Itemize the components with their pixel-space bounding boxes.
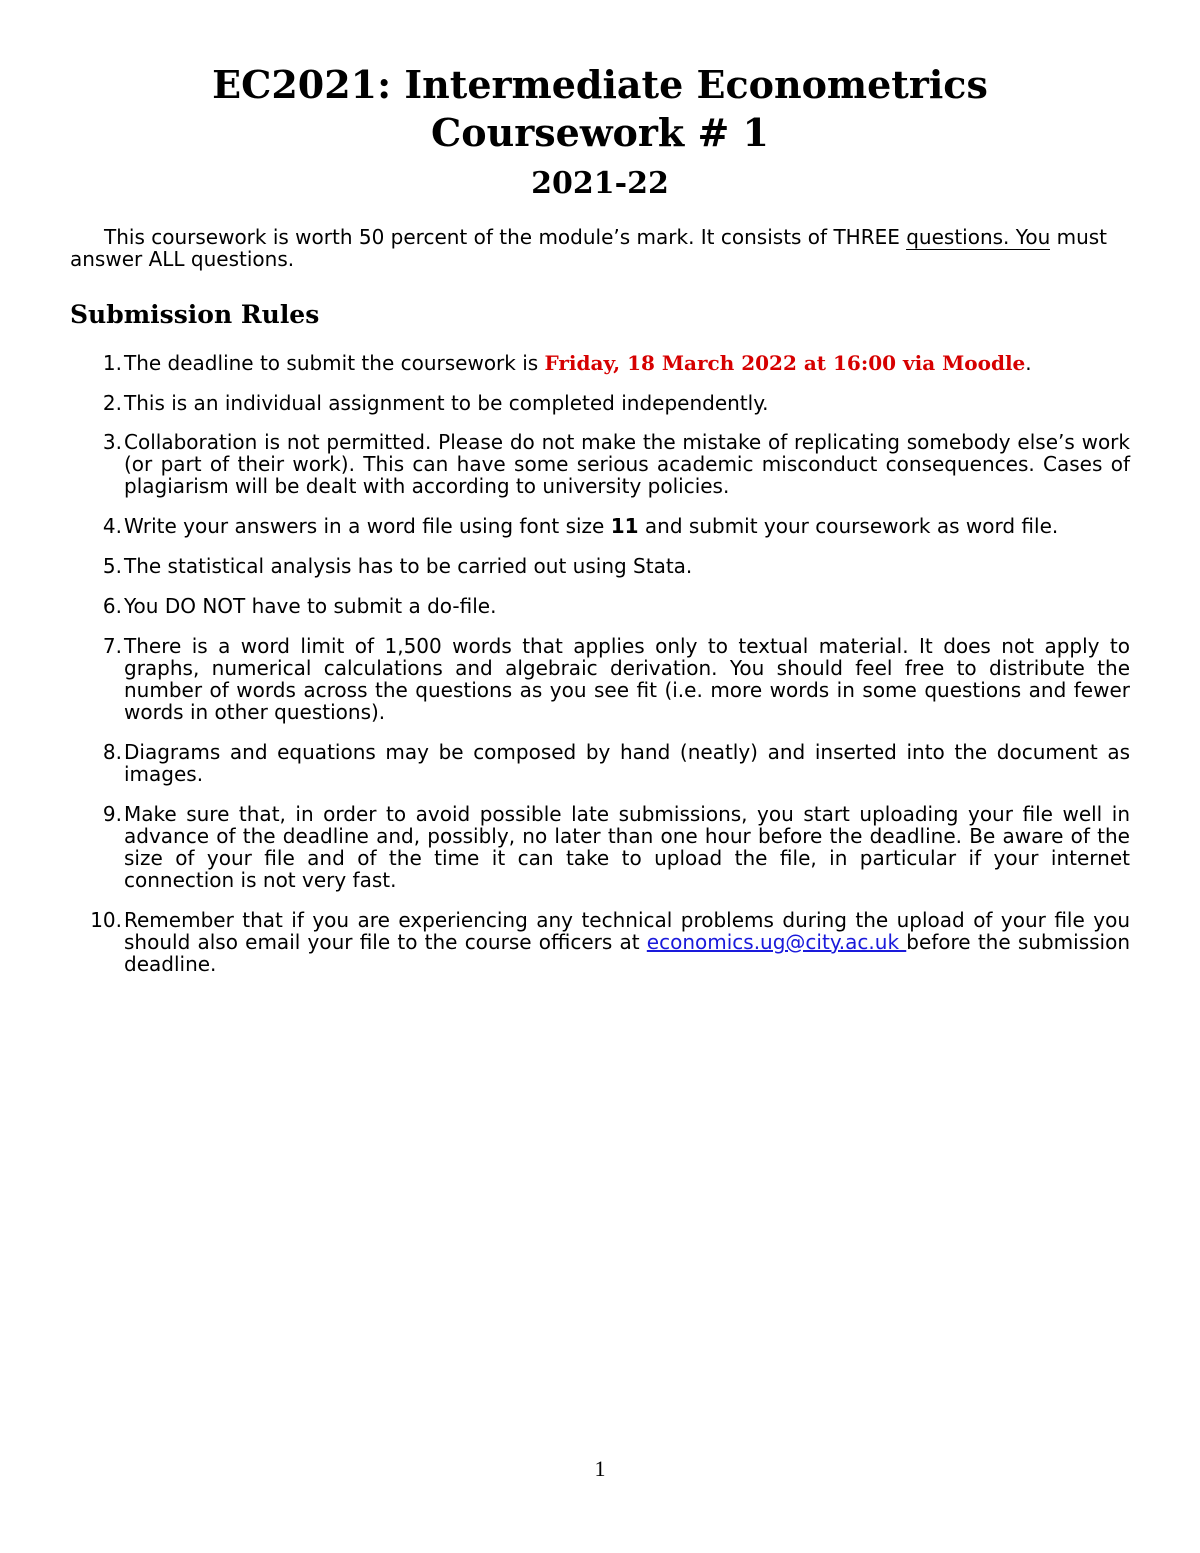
rule-text: Remember that if you are experiencing any technical problems during the upload of your file you should also email your file to the course officers at — [124, 908, 1130, 954]
rules-list — [70, 352, 1130, 975]
intro-paragraph — [70, 226, 1130, 270]
rule-item — [70, 515, 1130, 537]
intro-underlined-text: questions. You — [906, 225, 1051, 249]
rule-item — [70, 431, 1130, 497]
email-link[interactable]: economics.ug@city.ac.uk — [646, 930, 907, 954]
page-number: 1 — [594, 1456, 606, 1481]
rule-number: 6. — [102, 594, 122, 618]
font-size-value: 11 — [610, 514, 639, 538]
rule-text: You DO NOT have to submit a do-file. — [124, 594, 497, 618]
rule-text: Write your answers in a word file using font size — [124, 514, 611, 538]
rule-text: This is an individual assignment to be completed independently. — [124, 391, 769, 415]
section-heading: Submission Rules — [70, 300, 320, 329]
rule-number: 4. — [102, 514, 122, 538]
rule-item — [70, 803, 1130, 891]
rule-text: Make sure that, in order to avoid possible late submissions, you start uploading your file well in advance of the deadline and, possibly, no later than one hour before the deadline. Be aware of the size of your file and of the time it can take to upload the file, in particular if your internet connection is not very fast. — [124, 802, 1130, 892]
rule-text: Diagrams and equations may be composed by hand (neatly) and inserted into the document as images. — [124, 740, 1130, 786]
rule-number: 2. — [102, 391, 122, 415]
rule-text-end: before the submission deadline. — [124, 930, 1130, 976]
rule-item — [70, 555, 1130, 577]
rule-text-end: . — [1025, 351, 1032, 375]
academic-year: 2021-22 — [531, 166, 669, 201]
rule-number: 8. — [102, 740, 122, 764]
rule-text: Collaboration is not permitted. Please do not make the mistake of replicating somebody else’s work (or part of their work). This can have some serious academic misconduct consequences. Cases of plagiarism will be dealt with according to university policies. — [124, 430, 1130, 498]
rule-number: 7. — [102, 634, 122, 658]
rule-text: There is a word limit of 1,500 words that applies only to textual material. It does not apply to graphs, numerical calculations and algebraic derivation. You should feel free to distribute the number of words across the questions as you see fit (i.e. more words in some questions and fewer words in other questions). — [124, 634, 1130, 724]
rule-item — [70, 595, 1130, 617]
rule-number: 5. — [102, 554, 122, 578]
rule-number: 9. — [102, 802, 122, 826]
rule-item — [70, 352, 1130, 374]
coursework-title: Coursework # 1 — [431, 110, 769, 155]
rule-number: 1. — [102, 351, 122, 375]
rule-text: The statistical analysis has to be carried out using Stata. — [124, 554, 693, 578]
intro-text: This coursework is worth 50 percent of the module’s mark. It consists of THREE — [104, 225, 907, 249]
rule-item — [70, 909, 1130, 975]
rule-text: The deadline to submit the coursework is — [124, 351, 545, 375]
rule-item — [70, 741, 1130, 785]
rule-item — [70, 635, 1130, 723]
intro-text-end: must answer ALL questions. — [70, 225, 1108, 271]
course-title: EC2021: Intermediate Econometrics — [212, 62, 988, 107]
rule-number: 10. — [90, 908, 122, 932]
deadline-highlight: Friday, 18 March 2022 at 16:00 via Moodle — [544, 351, 1026, 375]
rule-text-end: and submit your coursework as word file. — [638, 514, 1059, 538]
rule-number: 3. — [102, 430, 122, 454]
rule-item — [70, 392, 1130, 414]
